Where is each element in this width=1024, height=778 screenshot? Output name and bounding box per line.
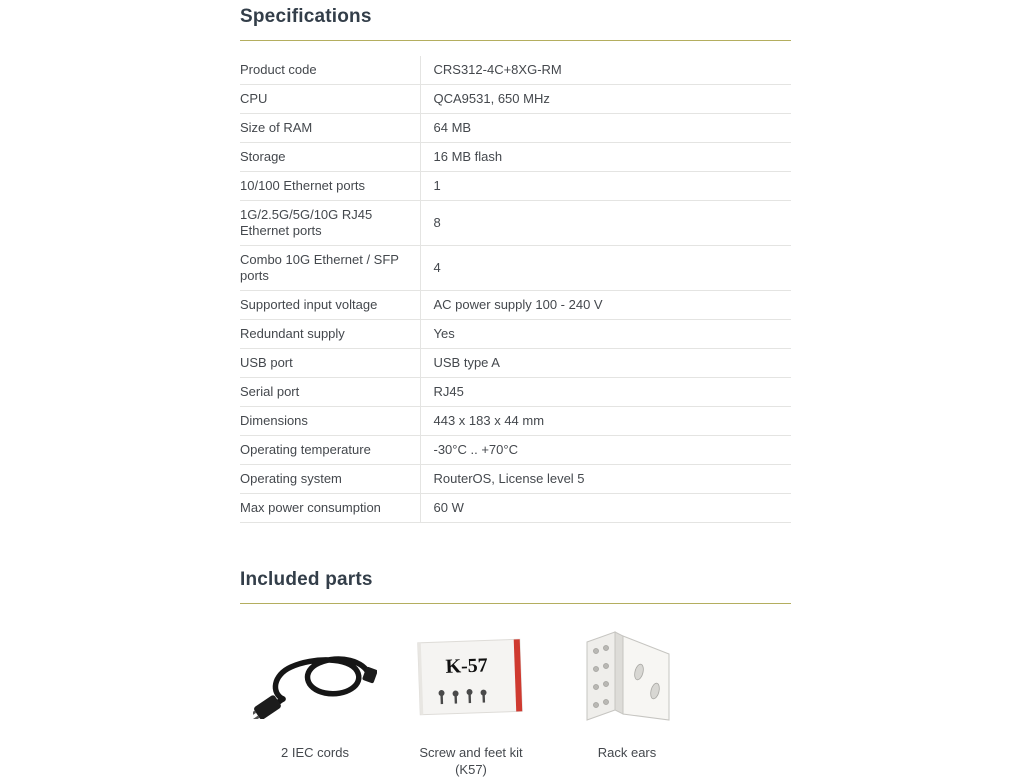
included-parts-list [240,624,791,778]
specifications-title: Specifications [240,6,372,27]
spec-value: 60 W [420,494,791,523]
specifications-accent-divider [240,40,791,41]
spec-label: CPU [240,85,420,114]
table-row [240,143,791,172]
spec-label: Product code [240,56,420,85]
part-item-rack-ears [552,624,702,778]
spec-label: Storage [240,143,420,172]
table-row [240,320,791,349]
spec-label: 1G/2.5G/5G/10G RJ45 Ethernet ports [240,201,420,246]
screw-kit-image [415,624,527,730]
table-row [240,378,791,407]
table-row [240,172,791,201]
product-spec-page [240,6,791,778]
specifications-section [240,6,791,523]
spec-value: RJ45 [420,378,791,407]
spec-label: Max power consumption [240,494,420,523]
spec-value: AC power supply 100 - 240 V [420,291,791,320]
spec-value: Yes [420,320,791,349]
bag-label-text: K-57 [445,654,489,678]
table-row [240,114,791,143]
spec-value: 443 x 183 x 44 mm [420,407,791,436]
spec-label: Combo 10G Ethernet / SFP ports [240,246,420,291]
spec-value: 64 MB [420,114,791,143]
spec-label: 10/100 Ethernet ports [240,172,420,201]
specs-table-body [240,56,791,523]
rack-ears-image [577,624,677,730]
spec-label: Redundant supply [240,320,420,349]
spec-label: Size of RAM [240,114,420,143]
spec-value: QCA9531, 650 MHz [420,85,791,114]
spec-label: Operating system [240,465,420,494]
part-item-screw-kit [396,624,546,778]
spec-label: Supported input voltage [240,291,420,320]
spec-value: 1 [420,172,791,201]
part-item-iec-cords [240,624,390,778]
spec-value: CRS312-4C+8XG-RM [420,56,791,85]
spec-value: RouterOS, License level 5 [420,465,791,494]
spec-value: USB type A [420,349,791,378]
screw-kit-bag-icon [415,636,527,718]
rack-ear-icon [577,624,677,730]
spec-value: 16 MB flash [420,143,791,172]
spec-label: Operating temperature [240,436,420,465]
table-row [240,246,791,291]
spec-value: 8 [420,201,791,246]
part-caption-rack-ears: Rack ears [597,745,657,760]
table-row [240,349,791,378]
table-row [240,494,791,523]
power-cord-image [253,624,377,730]
table-row [240,407,791,436]
included-parts-accent-divider [240,603,791,604]
spec-value: -30°C .. +70°C [420,436,791,465]
spec-label: Serial port [240,378,420,407]
included-parts-title: Included parts [240,569,373,590]
part-caption-screw-kit: Screw and feet kit (K57) [419,745,523,777]
table-row [240,465,791,494]
part-caption-iec-cords: 2 IEC cords [281,745,349,760]
table-row [240,56,791,85]
specs-table [240,56,791,523]
spec-value: 4 [420,246,791,291]
spec-label: Dimensions [240,407,420,436]
power-cord-icon [253,635,377,719]
table-row [240,291,791,320]
spec-label: USB port [240,349,420,378]
table-row [240,201,791,246]
table-row [240,85,791,114]
included-parts-section [240,569,791,778]
table-row [240,436,791,465]
